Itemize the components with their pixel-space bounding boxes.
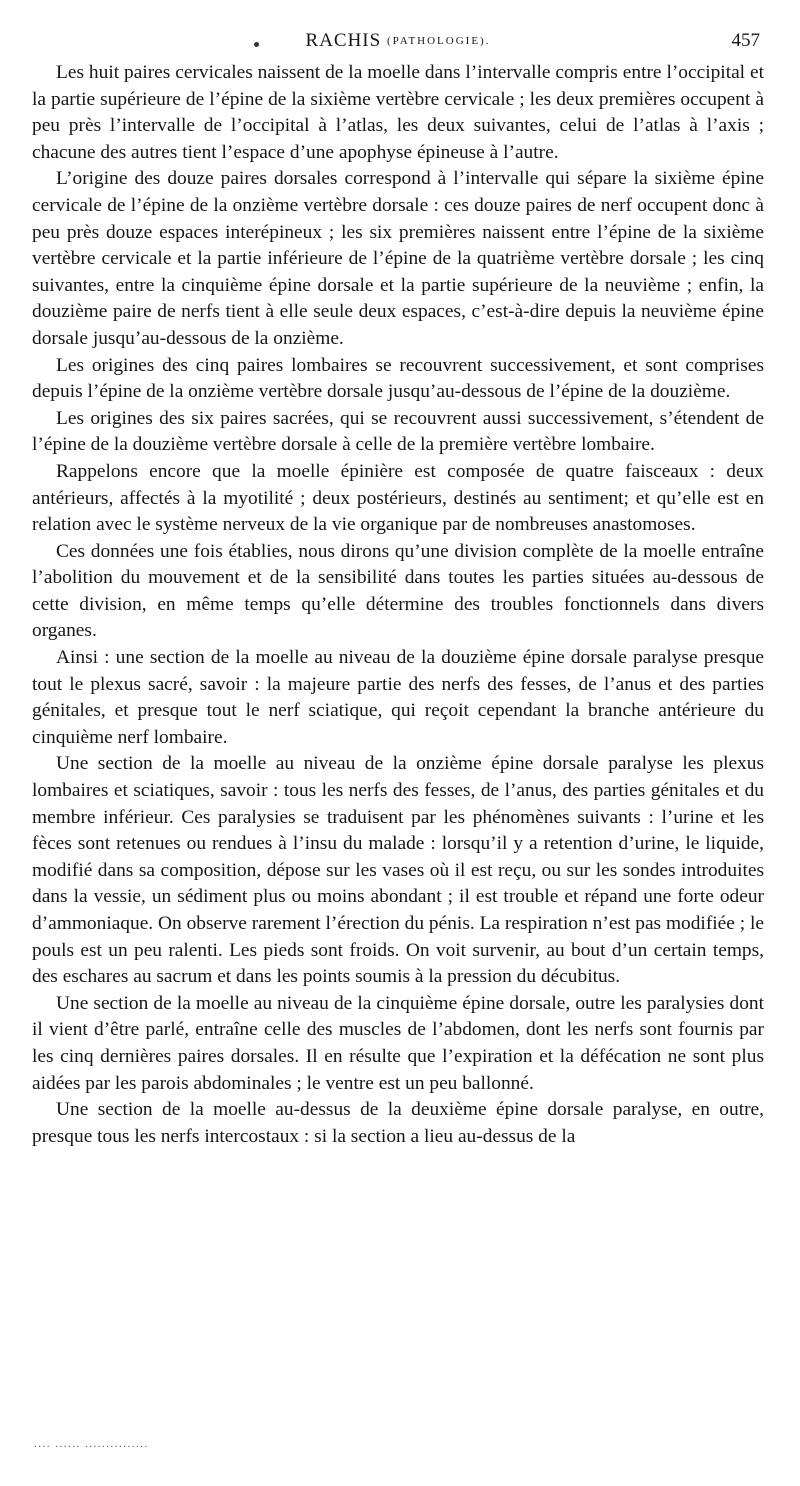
paragraph-3: Les origines des cinq paires lombaires se recouvrent successivement, et sont comprises depuis l’épine de la onzième vertèbre dorsale jusqu’au-dessous de l’épine de la douzième. xyxy=(32,354,764,403)
paragraph-8: Une section de la moelle au niveau de la onzième épine dorsale paralyse les plexus lombaires et sciatiques, savoir : tous les nerfs des fesses, de l’anus, des parties génitales et du membre inférieur. Ces paralysies se traduisent par les phénomènes suivants : l’urine et les fèces sont retenues ou rendues à l’insu du malade : lorsqu’il y a retention d’urine, le liquide, modifié dans sa composition, dépose sur les vases où il est reçu, ou sur les sondes introduites dans la vessie, un sédiment plus ou moins abondant ; il est trouble et répand une forte odeur d’ammoniaque. On observe rarement l’érection du pénis. La respiration n’est pas modifiée ; le pouls est un peu ralenti. Les pieds sont froids. On voit survenir, au bout d’un certain temps, des eschares au sacrum et dans les points soumis à la pression du décubitus. xyxy=(32,753,764,988)
page-number: 457 xyxy=(731,30,760,51)
running-head xyxy=(32,22,764,60)
paragraph-7: Ainsi : une section de la moelle au niveau de la douzième épine dorsale paralyse presque tout le plexus sacré, savoir : la majeure partie des nerfs des fesses, de l’anus et des parties génitales, et presque tout le nerf sciatique, qui reçoit cependant la branche antérieure du cinquième nerf lombaire. xyxy=(32,647,764,748)
paragraph-2: L’origine des douze paires dorsales correspond à l’intervalle qui sépare la sixième épine cervicale de l’épine de la onzième vertèbre dorsale : ces douze paires de nerf occupent donc à peu près douze espaces interépineux ; les six premières naissent entre l’épine de la sixième vertèbre cervicale et la partie inférieure de l’épine de la quatrième vertèbre dorsale ; les cinq suivantes, entre la cinquième épine dorsale et la partie supérieure de la neuvième ; enfin, la douzième paire de nerfs tient à elle seule deux espaces, c’est-à-dire depuis la neuvième épine dorsale jusqu’au-dessous de la onzième. xyxy=(32,168,764,349)
paragraph-6: Ces données une fois établies, nous dirons qu’une division complète de la moelle entraîne l’abolition du mouvement et de la sensibilité dans toutes les parties situées au-dessous de cette division, en même temps qu’elle détermine des troubles fonctionnels dans divers organes. xyxy=(32,540,764,642)
paragraph-5: Rappelons encore que la moelle épinière est composée de quatre faisceaux : deux antérieurs, affectés à la myotilité ; deux postérieurs, destinés au sentiment; et qu’elle est en relation avec le système nerveux de la vie organique par de nombreuses anastomoses. xyxy=(32,460,764,536)
running-title-main: RACHIS xyxy=(305,30,382,51)
paragraph-10: Une section de la moelle au-dessus de la deuxième épine dorsale paralyse, en outre, presque tous les nerfs intercostaux : si la section a lieu au-dessus de la xyxy=(32,1099,764,1147)
document-page xyxy=(32,22,764,1150)
paragraph-1: Les huit paires cervicales naissent de la moelle dans l’intervalle compris entre l’occipital et la partie supérieure de l’épine de la sixième vertèbre cervicale ; les deux premières occupent à peu près l’intervalle de l’occipital à l’atlas, les deux suivantes, celui de l’atlas à l’axis ; chacune des autres tient l’espace d’une apophyse épineuse à l’autre. xyxy=(32,62,764,163)
running-title-sub: (PATHOLOGIE). xyxy=(386,35,491,47)
paragraph-9: Une section de la moelle au niveau de la cinquième épine dorsale, outre les paralysies dont il vient d’être parlé, entraîne celle des muscles de l’abdomen, dont les nerfs sont fournis par les cinq dernières paires dorsales. Il en résulte que l’expiration et la défécation ne sont plus aidées par les parois abdominales ; le ventre est un peu ballonné. xyxy=(32,992,764,1094)
body-text xyxy=(32,60,764,1150)
footer-dotted-marks: .... ...... ............... xyxy=(34,1438,149,1450)
paragraph-4: Les origines des six paires sacrées, qui se recouvrent aussi successivement, s’étendent de l’épine de la douzième vertèbre dorsale à celle de la première vertèbre lombaire. xyxy=(32,407,764,456)
running-title xyxy=(32,30,764,52)
